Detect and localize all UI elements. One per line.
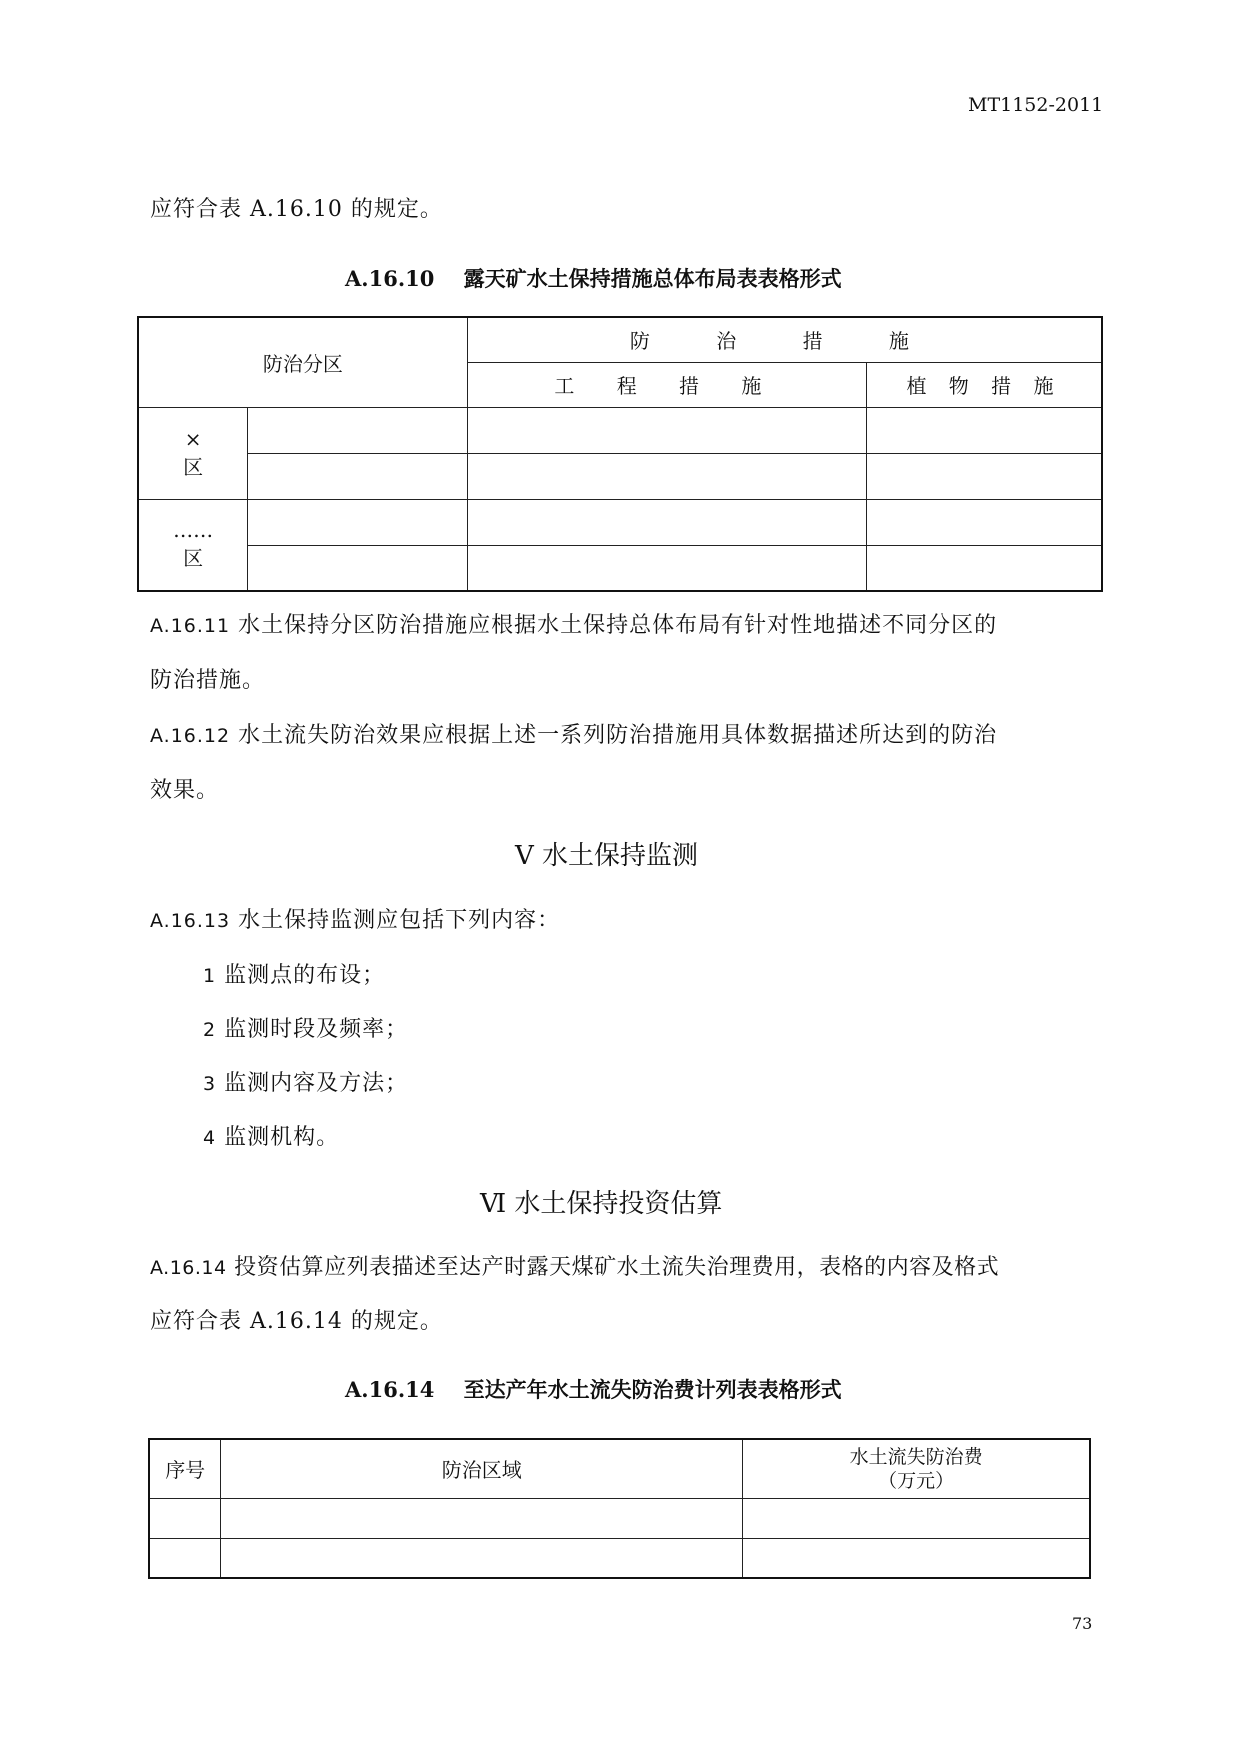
list-item-text: 监测时段及频率；: [224, 1017, 409, 1042]
header-cost-line2: （万元）: [878, 1469, 955, 1492]
header-zone: 防治分区: [138, 317, 467, 407]
clause-number: A.16.11: [150, 615, 231, 637]
zone-cell-2: [138, 499, 248, 591]
header-engineering: 工 程 措 施: [467, 362, 866, 407]
clause-a1613: [150, 903, 560, 934]
table1-caption-num: A.16.10: [345, 266, 435, 291]
clause-number: A.16.12: [150, 725, 231, 747]
table-cell: [467, 545, 866, 591]
cost-table: [148, 1438, 1091, 1579]
zone-mark: ×: [184, 426, 202, 451]
header-cost-line1: 水土流失防治费: [849, 1445, 983, 1468]
list-item-number: 1: [203, 965, 217, 987]
table-cell: [221, 1538, 743, 1578]
table-cell: [866, 453, 1102, 499]
header-measures: 防 治 措 施: [467, 317, 1102, 362]
table-cell: [221, 1498, 743, 1538]
clause-number: A.16.14: [150, 1257, 227, 1279]
table1-caption-text: 露天矿水土保持措施总体布局表表格形式: [463, 266, 842, 291]
table1-caption: [345, 263, 842, 293]
list-item-number: 3: [203, 1073, 217, 1095]
clause-number: A.16.13: [150, 910, 231, 932]
table-cell: [467, 407, 866, 453]
intro-line: 应符合表 A.16.10 的规定。: [150, 197, 443, 222]
clause-text: 水土保持监测应包括下列内容：: [238, 908, 561, 933]
zone-mark: ……: [173, 518, 214, 543]
list-item: [203, 1066, 408, 1097]
layout-table: [137, 316, 1103, 592]
clause-a1614: [150, 1250, 999, 1281]
list-item-number: 2: [203, 1019, 217, 1041]
header-area: 防治区域: [221, 1439, 743, 1498]
section6-title: Ⅵ 水土保持投资估算: [480, 1189, 723, 1219]
table-cell: [743, 1538, 1090, 1578]
page-number: 73: [1072, 1614, 1093, 1633]
table2-caption-text: 至达产年水土流失防治费计列表表格形式: [463, 1377, 842, 1402]
table-cell: [866, 545, 1102, 591]
clause-a1611: [150, 608, 997, 639]
table-cell: [248, 407, 467, 453]
header-cost: [743, 1439, 1090, 1498]
table-cell: [149, 1538, 221, 1578]
table-cell: [467, 499, 866, 545]
standard-number: MT1152-2011: [968, 94, 1104, 116]
zone-label: 区: [183, 454, 204, 479]
zone-label: 区: [183, 546, 204, 571]
header-index: 序号: [149, 1439, 221, 1498]
clause-a1614-cont: 应符合表 A.16.14 的规定。: [150, 1309, 443, 1334]
list-item-text: 监测内容及方法；: [224, 1071, 409, 1096]
section5-title: Ⅴ 水土保持监测: [515, 841, 699, 871]
list-item: [203, 1120, 339, 1151]
list-item-text: 监测机构。: [224, 1125, 340, 1150]
clause-text: 水土保持分区防治措施应根据水土保持总体布局有针对性地描述不同分区的: [238, 613, 998, 638]
table-cell: [149, 1498, 221, 1538]
list-item-number: 4: [203, 1127, 217, 1149]
list-item: [203, 1012, 408, 1043]
table2-caption: [345, 1374, 842, 1404]
clause-a1611-cont: 防治措施。: [150, 668, 266, 693]
zone-cell-1: [138, 407, 248, 499]
list-item: [203, 958, 385, 989]
clause-a1612-cont: 效果。: [150, 778, 220, 803]
list-item-text: 监测点的布设；: [224, 963, 386, 988]
header-plant: 植 物 措 施: [866, 362, 1102, 407]
clause-text: 投资估算应列表描述至达产时露天煤矿水土流失治理费用，表格的内容及格式: [234, 1255, 1000, 1280]
clause-a1612: [150, 718, 997, 749]
table-cell: [248, 545, 467, 591]
table2-caption-num: A.16.14: [345, 1377, 435, 1402]
table-cell: [248, 499, 467, 545]
clause-text: 水土流失防治效果应根据上述一系列防治措施用具体数据描述所达到的防治: [238, 723, 998, 748]
table-cell: [743, 1498, 1090, 1538]
table-cell: [467, 453, 866, 499]
table-cell: [866, 407, 1102, 453]
table-cell: [866, 499, 1102, 545]
table-cell: [248, 453, 467, 499]
